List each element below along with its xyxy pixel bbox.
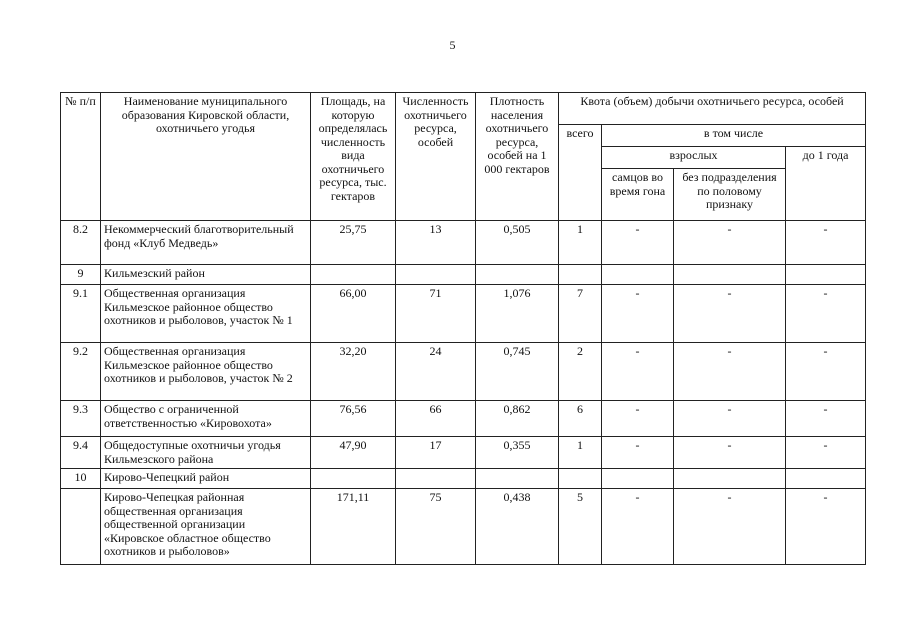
row-total: 6 <box>559 401 602 437</box>
header-no-sex: без подразделения по половому признаку <box>674 169 786 221</box>
row-area: 32,20 <box>311 343 396 401</box>
row-males: - <box>602 401 674 437</box>
row-name: Общество с ограниченной ответственностью «Кировохота» <box>101 401 311 437</box>
row-no-sex: - <box>674 437 786 469</box>
row-empty <box>559 469 602 489</box>
table-row <box>61 343 866 401</box>
row-density: 0,505 <box>476 221 559 265</box>
row-empty <box>674 469 786 489</box>
row-name: Кильмезский район <box>101 265 311 285</box>
row-young: - <box>786 489 866 565</box>
row-density: 1,076 <box>476 285 559 343</box>
row-empty <box>602 469 674 489</box>
row-name: Общественная организация Кильмезское районное общество охотников и рыболовов, участок № 2 <box>101 343 311 401</box>
row-empty <box>602 265 674 285</box>
section-row <box>61 265 866 285</box>
header-area: Площадь, на которую определялась численность вида охотничьего ресурса, тыс. гектаров <box>311 93 396 221</box>
row-density: 0,355 <box>476 437 559 469</box>
header-adults: взрослых <box>602 147 786 169</box>
row-empty <box>476 469 559 489</box>
row-empty <box>786 265 866 285</box>
row-total: 7 <box>559 285 602 343</box>
row-young: - <box>786 401 866 437</box>
header-count: Численность охотничьего ресурса, особей <box>396 93 476 221</box>
row-young: - <box>786 343 866 401</box>
row-num: 9 <box>61 265 101 285</box>
row-area: 25,75 <box>311 221 396 265</box>
row-count: 24 <box>396 343 476 401</box>
row-males: - <box>602 221 674 265</box>
row-total: 1 <box>559 221 602 265</box>
header-including: в том числе <box>602 125 866 147</box>
row-males: - <box>602 437 674 469</box>
row-area: 76,56 <box>311 401 396 437</box>
row-empty <box>786 469 866 489</box>
header-num: № п/п <box>61 93 101 221</box>
row-count: 75 <box>396 489 476 565</box>
row-count: 13 <box>396 221 476 265</box>
row-young: - <box>786 221 866 265</box>
table-row <box>61 401 866 437</box>
row-num: 10 <box>61 469 101 489</box>
row-density: 0,745 <box>476 343 559 401</box>
row-area: 66,00 <box>311 285 396 343</box>
row-empty <box>476 265 559 285</box>
row-no-sex: - <box>674 285 786 343</box>
row-name: Кирово-Чепецкая районная общественная организация общественной организации «Кировское областное общество охотников и рыболовов» <box>101 489 311 565</box>
row-empty <box>396 469 476 489</box>
row-empty <box>559 265 602 285</box>
row-num: 9.1 <box>61 285 101 343</box>
row-num: 8.2 <box>61 221 101 265</box>
row-empty <box>396 265 476 285</box>
row-empty <box>311 469 396 489</box>
row-area: 47,90 <box>311 437 396 469</box>
header-males: самцов во время гона <box>602 169 674 221</box>
table-row <box>61 437 866 469</box>
header-quota: Квота (объем) добычи охотничьего ресурса, особей <box>559 93 866 125</box>
row-density: 0,862 <box>476 401 559 437</box>
row-males: - <box>602 489 674 565</box>
section-row <box>61 469 866 489</box>
row-name: Некоммерческий благотворительный фонд «Клуб Медведь» <box>101 221 311 265</box>
table-row <box>61 285 866 343</box>
header-name: Наименование муниципального образования Кировской области, охотничьего угодья <box>101 93 311 221</box>
quota-table <box>60 92 866 565</box>
row-count: 71 <box>396 285 476 343</box>
row-num: 9.2 <box>61 343 101 401</box>
row-empty <box>674 265 786 285</box>
row-total: 5 <box>559 489 602 565</box>
page-number: 5 <box>449 38 456 52</box>
header-total: всего <box>559 125 602 221</box>
row-count: 17 <box>396 437 476 469</box>
header-under-one: до 1 года <box>786 147 866 221</box>
row-num <box>61 489 101 565</box>
row-males: - <box>602 343 674 401</box>
row-no-sex: - <box>674 221 786 265</box>
row-young: - <box>786 437 866 469</box>
table-row <box>61 221 866 265</box>
row-no-sex: - <box>674 343 786 401</box>
row-no-sex: - <box>674 401 786 437</box>
row-num: 9.4 <box>61 437 101 469</box>
table-row <box>61 489 866 565</box>
row-no-sex: - <box>674 489 786 565</box>
row-name: Кирово-Чепецкий район <box>101 469 311 489</box>
row-count: 66 <box>396 401 476 437</box>
row-area: 171,11 <box>311 489 396 565</box>
row-num: 9.3 <box>61 401 101 437</box>
row-empty <box>311 265 396 285</box>
row-total: 2 <box>559 343 602 401</box>
header-density: Плотность населения охотничьего ресурса, особей на 1 000 гектаров <box>476 93 559 221</box>
row-name: Общественная организация Кильмезское районное общество охотников и рыболовов, участок № 1 <box>101 285 311 343</box>
row-young: - <box>786 285 866 343</box>
row-density: 0,438 <box>476 489 559 565</box>
row-males: - <box>602 285 674 343</box>
row-name: Общедоступные охотничьи угодья Кильмезского района <box>101 437 311 469</box>
row-total: 1 <box>559 437 602 469</box>
